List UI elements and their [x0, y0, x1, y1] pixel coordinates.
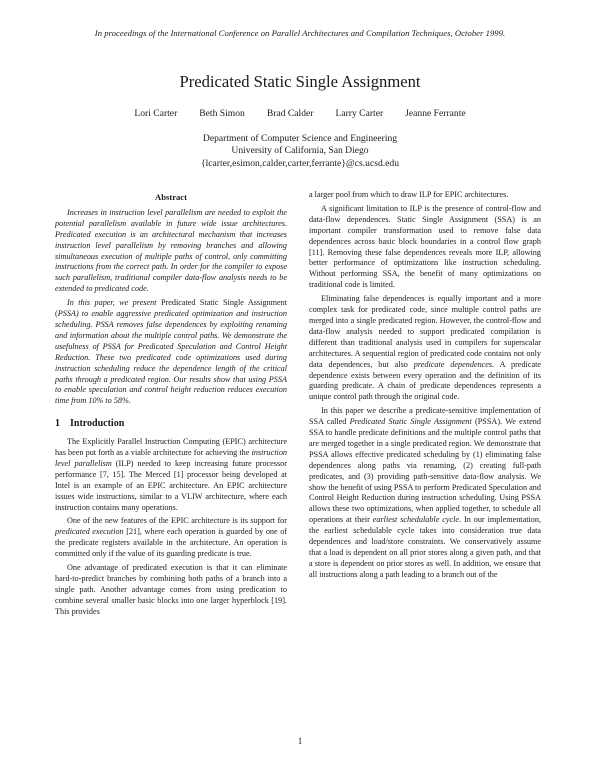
author: Brad Calder: [266, 108, 314, 119]
university: University of California, San Diego: [231, 145, 369, 157]
page-number: 1: [297, 736, 303, 746]
body-paragraph: The Explicitly Parallel Instruction Computing (EPIC) architecture has been put forth as a viable architecture for achieving the instruction level parallelism (ILP) needed to keep increasing future processor performance [7, 15]. The Merced [1] processor being developed at Intel is an example of an EPIC architecture. An EPIC architecture issues wide instructions, similar to a VLIW architecture, where each instruction contains many operations.: [55, 437, 288, 512]
abstract-paragraph: In this paper, we present Predicated Static Single Assignment (PSSA) to enable aggressive predicated optimization and instruction scheduling. PSSA removes false dependences by exploiting renaming and information about the multiple control paths. We demonstrate the usefulness of PSSA for Predicated Speculation and Control Height Reduction. These two predicated code optimizations used during instruction scheduling reduce the dependence length of the critical paths through a predicated region. Our results show that using PSSA to enable speculation and control height reduction reduces execution time from 10% to 58%.: [55, 298, 288, 406]
author: Lori Carter: [134, 108, 178, 119]
author-list: [0, 108, 600, 119]
section-heading: 1 Introduction: [55, 418, 125, 430]
department: Department of Computer Science and Engineering: [202, 133, 398, 144]
author: Larry Carter: [335, 108, 384, 119]
paper-title: Predicated Static Single Assignment: [179, 72, 421, 91]
right-column: [309, 190, 541, 584]
body-paragraph: In this paper we describe a predicate-sensitive implementation of SSA called Predicated Static Single Assignment (PSSA). We extend SSA to handle predicate definitions and the multiple control paths that are merged together in a single predicated region. We demonstrate that PSSA allows effective predicated scheduling by (1) eliminating false dependences along paths via renaming, (2) creating full-path predicates, and (3) providing path-sensitive data-flow analysis. We show the benefit of using PSSA to perform Predicated Speculation and Control Height Reduction during instruction scheduling. Using PSSA allows these two optimizations, when applied together, to schedule all operations at their earliest schedulable cycle. In our implementation, the earliest schedulable cycle takes into consideration true data dependences and load/store constraints. We conservatively assume that a load is dependent on all prior stores along a given path, and that a store is dependent on prior stores as well. In addition, we ensure that all instructions along a path leading to a branch out of the: [309, 406, 542, 579]
abstract-paragraph: Increases in instruction level parallelism are needed to exploit the potential parallelism available in future wide issue architectures. Predicated execution is an architectural mechanism that increases instruction level parallelism by removing branches and allowing simultaneous execution of multiple paths of control, only committing instructions from the correct path. In order for the compiler to expose such parallelism, traditional compiler data-flow analysis needs to be extended to predicated code.: [55, 207, 287, 294]
body-paragraph: A significant limitation to ILP is the presence of control-flow and data-flow dependences. Static Single Assignment (SSA) is an important compiler transformation used to remove false data dependences across basic block boundaries in a control flow graph [11]. Removing these false dependences reveals more ILP, allowing better performance of optimizations like instruction scheduling. Without performing SSA, the benefit of many optimizations on traditional code is limited.: [309, 203, 541, 290]
body-paragraph: One of the new features of the EPIC architecture is its support for predicated execution [21], where each operation is guarded by one of the predicate registers available in the architecture. An operation is committed only if the value of its guarding predicate is true.: [55, 516, 288, 559]
body-paragraph: One advantage of predicated execution is that it can eliminate hard-to-predict branches by combining both paths of a branch into a single path. Another advantage comes from using predication to combine several smaller basic blocks into one larger hyperblock [19]. This provides: [55, 563, 287, 616]
proceedings-line: In proceedings of the International Conference on Parallel Architectures and Compilation Techniques, October 1999.: [94, 28, 506, 38]
author-emails: {lcarter,esimon,calder,carter,ferrante}@cs.ucsd.edu: [200, 157, 399, 169]
author: Beth Simon: [199, 108, 245, 119]
body-paragraph: Eliminating false dependences is equally important and a more complex task for predicated code, since multiple control paths are merged into a single predicated region. However, the control-flow and data-flow analysis needed to support predicated compilation is different than traditional analysis used in compilers for superscalar architectures. A sequential region of predicated code contains not only data dependences, but also predicate dependences. A predicate dependence exists between every operation and the definition of its guarding predicate. A chain of predicate dependences represents a unique control path through the original code.: [309, 294, 541, 402]
left-column: [55, 192, 287, 621]
author: Jeanne Ferrante: [405, 108, 466, 119]
body-paragraph: a larger pool from which to draw ILP for EPIC architectures.: [309, 190, 509, 199]
affiliation: [0, 133, 600, 170]
abstract-heading: Abstract: [155, 192, 187, 202]
